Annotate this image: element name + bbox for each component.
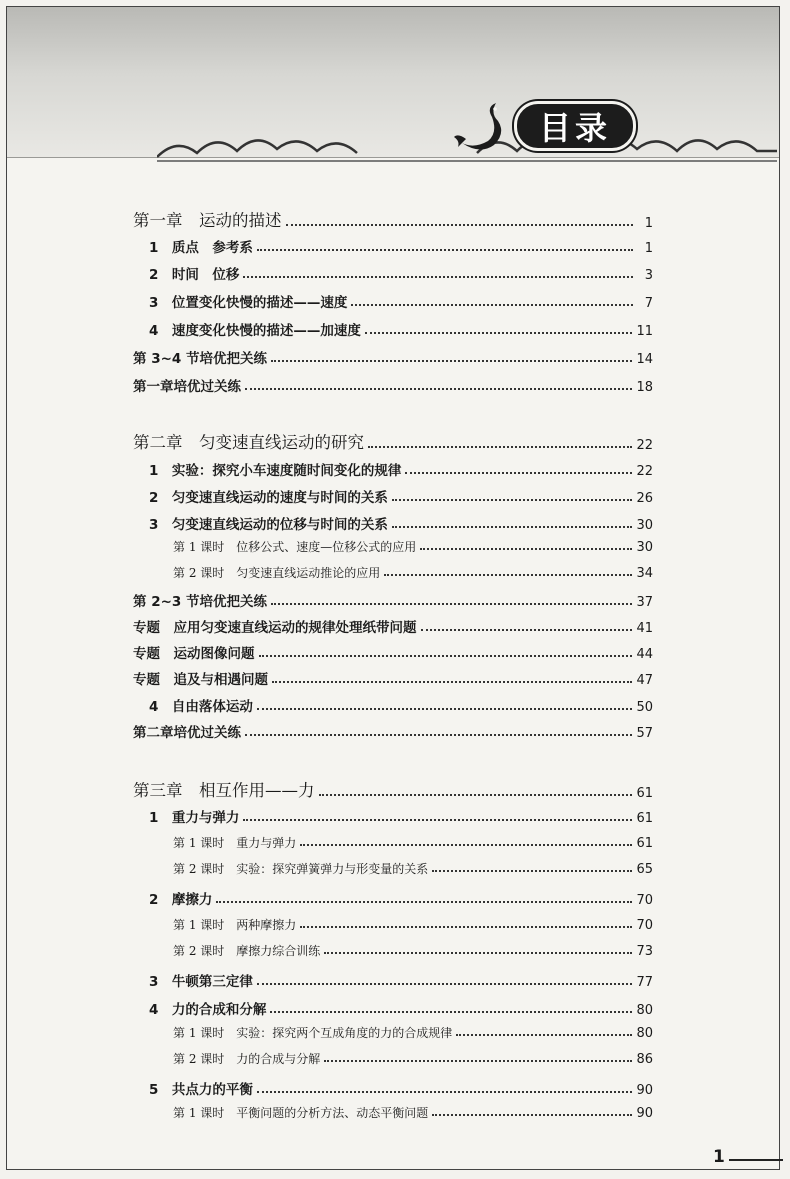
toc-entry-chapter[interactable] — [133, 429, 653, 453]
toc-entry-page: 70 — [636, 893, 653, 908]
dot-leader — [257, 707, 633, 710]
dot-leader — [245, 733, 632, 736]
dot-leader — [405, 471, 632, 474]
toc-entry-label: 5 共点力的平衡 — [149, 1082, 253, 1098]
dot-leader — [286, 223, 634, 226]
toc-entry-label: 第二章培优过关练 — [133, 725, 241, 741]
dot-leader — [271, 602, 632, 605]
toc-entry-label: 1 重力与弹力 — [149, 810, 240, 826]
toc-entry-page: 70 — [636, 918, 653, 933]
toc-entry-label: 4 力的合成和分解 — [149, 1002, 267, 1018]
toc-entry-label: 1 质点 参考系 — [149, 240, 253, 256]
toc-entry-label: 2 匀变速直线运动的速度与时间的关系 — [149, 490, 388, 506]
toc-entry-section[interactable] — [133, 291, 653, 311]
toc-entry-label: 第 1 课时 位移公式、速度—位移公式的应用 — [173, 540, 417, 554]
toc-entry-review[interactable] — [133, 590, 653, 610]
toc-entry-page: 34 — [636, 566, 653, 581]
toc-entry-section[interactable] — [133, 695, 653, 715]
toc-entry-label: 第 2 课时 摩擦力综合训练 — [173, 944, 321, 958]
toc-entry-section[interactable] — [133, 888, 653, 908]
toc-entry-page: 77 — [636, 975, 653, 990]
toc-entry-section[interactable] — [133, 263, 653, 283]
toc-entry-label: 第 1 课时 两种摩擦力 — [173, 918, 297, 932]
toc-entry-section[interactable] — [133, 970, 653, 990]
carp-logo-icon — [452, 99, 522, 153]
toc-entry-label: 专题 追及与相遇问题 — [133, 672, 268, 688]
toc-entry-lesson[interactable] — [133, 1024, 653, 1041]
toc-entry-label: 第 1 课时 实验：探究两个互成角度的力的合成规律 — [173, 1026, 453, 1040]
toc-entry-lesson[interactable] — [133, 564, 653, 581]
dot-leader — [243, 818, 632, 821]
dot-leader — [365, 331, 633, 334]
toc-entry-chapter[interactable] — [133, 777, 653, 801]
toc-entry-label: 2 时间 位移 — [149, 267, 240, 283]
toc-entry-section[interactable] — [133, 806, 653, 826]
toc-entry-label: 第三章 相互作用——力 — [133, 781, 315, 800]
toc-entry-review[interactable] — [133, 347, 653, 367]
toc-entry-page: 41 — [636, 621, 653, 636]
toc-entry-page: 22 — [636, 438, 653, 453]
toc-entry-label: 2 摩擦力 — [149, 892, 213, 908]
toc-entry-label: 第一章 运动的描述 — [133, 211, 282, 230]
toc-entry-label: 4 自由落体运动 — [149, 699, 253, 715]
dot-leader — [243, 275, 633, 278]
toc-entry-page: 14 — [636, 352, 653, 367]
dot-leader — [271, 359, 632, 362]
toc-entry-section[interactable] — [133, 1078, 653, 1098]
toc-entry-page: 61 — [636, 811, 653, 826]
dot-leader — [272, 680, 632, 683]
toc-entry-lesson[interactable] — [133, 860, 653, 877]
toc-entry-page: 57 — [636, 726, 653, 741]
toc-entry-page: 90 — [636, 1083, 653, 1098]
dot-leader — [384, 573, 632, 576]
dot-leader — [324, 951, 632, 954]
toc-entry-page: 50 — [636, 700, 653, 715]
dot-leader — [270, 1010, 632, 1013]
dot-leader — [300, 925, 632, 928]
toc-entry-review[interactable] — [133, 721, 653, 741]
toc-entry-label: 第 2 课时 实验：探究弹簧弹力与形变量的关系 — [173, 862, 429, 876]
dot-leader — [324, 1059, 632, 1062]
toc-entry-lesson[interactable] — [133, 1104, 653, 1121]
toc-entry-label: 第 1 课时 平衡问题的分析方法、动态平衡问题 — [173, 1106, 429, 1120]
toc-entry-page: 47 — [636, 673, 653, 688]
dot-leader — [259, 654, 633, 657]
toc-entry-label: 3 匀变速直线运动的位移与时间的关系 — [149, 517, 388, 533]
toc-entry-section[interactable] — [133, 998, 653, 1018]
toc-entry-section[interactable] — [133, 459, 653, 479]
dot-leader — [432, 1113, 632, 1116]
page-frame — [6, 6, 780, 1170]
dot-leader — [245, 387, 632, 390]
toc-entry-page: 1 — [644, 216, 653, 231]
toc-entry-chapter[interactable] — [133, 207, 653, 231]
dot-leader — [257, 248, 633, 251]
toc-entry-page: 18 — [636, 380, 653, 395]
toc-entry-page: 26 — [636, 491, 653, 506]
toc-entry-special[interactable] — [133, 616, 653, 636]
toc-entry-label: 第 3~4 节培优把关练 — [133, 351, 267, 367]
toc-entry-section[interactable] — [133, 319, 653, 339]
toc-entry-lesson[interactable] — [133, 834, 653, 851]
dot-leader — [300, 843, 632, 846]
toc-entry-label: 第 2 课时 力的合成与分解 — [173, 1052, 321, 1066]
toc-entry-page: 80 — [636, 1026, 653, 1041]
toc-entry-page: 22 — [636, 464, 653, 479]
toc-entry-page: 30 — [636, 540, 653, 555]
toc-entry-label: 1 实验：探究小车速度随时间变化的规律 — [149, 463, 402, 479]
toc-entry-review[interactable] — [133, 375, 653, 395]
toc-entry-page: 73 — [636, 944, 653, 959]
page-number-rule — [729, 1159, 783, 1161]
toc-entry-special[interactable] — [133, 642, 653, 662]
toc-entry-label: 第一章培优过关练 — [133, 379, 241, 395]
toc-entry-section[interactable] — [133, 236, 653, 256]
dot-leader — [432, 869, 632, 872]
toc-entry-lesson[interactable] — [133, 538, 653, 555]
toc-entry-label: 第 2~3 节培优把关练 — [133, 594, 267, 610]
page-title: 目录 — [514, 101, 636, 151]
dot-leader — [392, 525, 633, 528]
toc-entry-label: 第二章 匀变速直线运动的研究 — [133, 433, 364, 452]
toc-entry-page: 86 — [636, 1052, 653, 1067]
dot-leader — [456, 1033, 632, 1036]
toc-entry-page: 37 — [636, 595, 653, 610]
toc-entry-special[interactable] — [133, 668, 653, 688]
toc-entry-lesson[interactable] — [133, 942, 653, 959]
dot-leader — [319, 793, 633, 796]
toc-entry-label: 专题 应用匀变速直线运动的规律处理纸带问题 — [133, 620, 417, 636]
header-banner — [7, 7, 779, 158]
dot-leader — [421, 628, 633, 631]
dot-leader — [392, 498, 633, 501]
toc-entry-label: 4 速度变化快慢的描述——加速度 — [149, 323, 361, 339]
toc-entry-lesson[interactable] — [133, 916, 653, 933]
toc-entry-label: 第 1 课时 重力与弹力 — [173, 836, 297, 850]
toc-entry-lesson[interactable] — [133, 1050, 653, 1067]
toc-title-badge — [452, 99, 636, 153]
toc-entry-page: 11 — [636, 324, 653, 339]
toc-entry-label: 第 2 课时 匀变速直线运动推论的应用 — [173, 566, 381, 580]
toc-entry-label: 专题 运动图像问题 — [133, 646, 255, 662]
dot-leader — [351, 303, 633, 306]
toc-entry-page: 7 — [644, 296, 653, 311]
dot-leader — [257, 1090, 633, 1093]
dot-leader — [216, 900, 632, 903]
toc-entry-page: 1 — [644, 241, 653, 256]
toc-entry-page: 65 — [636, 862, 653, 877]
toc-entry-page: 80 — [636, 1003, 653, 1018]
toc-entry-label: 3 位置变化快慢的描述——速度 — [149, 295, 348, 311]
toc-entry-page: 61 — [636, 786, 653, 801]
toc-entry-page: 44 — [636, 647, 653, 662]
toc-entry-section[interactable] — [133, 513, 653, 533]
toc-entry-page: 3 — [644, 268, 653, 283]
toc-entry-page: 61 — [636, 836, 653, 851]
dot-leader — [420, 547, 632, 550]
dot-leader — [368, 445, 632, 448]
toc-entry-page: 30 — [636, 518, 653, 533]
toc-entry-page: 90 — [636, 1106, 653, 1121]
toc-entry-section[interactable] — [133, 486, 653, 506]
toc-entry-label: 3 牛顿第三定律 — [149, 974, 253, 990]
dot-leader — [257, 982, 633, 985]
page-number: 1 — [713, 1147, 725, 1167]
